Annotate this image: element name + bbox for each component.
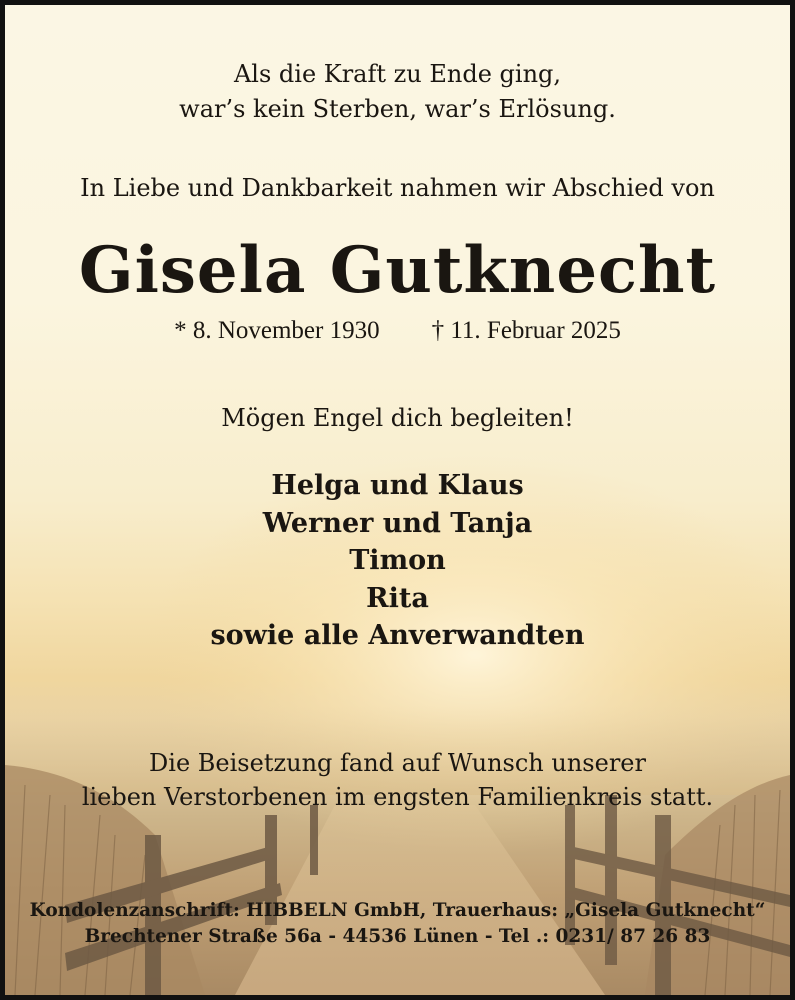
mourner-name: Helga und Klaus xyxy=(271,470,524,501)
farewell-intro: In Liebe und Dankbarkeit nahmen wir Abschied von xyxy=(80,174,715,202)
mourner-name: sowie alle Anverwandten xyxy=(210,620,585,651)
deceased-name: Gisela Gutknecht xyxy=(78,233,717,308)
funeral-note-line: Die Beisetzung fand auf Wunsch unserer xyxy=(149,749,646,777)
mourners-list xyxy=(5,467,790,655)
mourner-name: Werner und Tanja xyxy=(262,507,533,539)
opening-verse xyxy=(5,57,790,127)
funeral-note xyxy=(5,746,790,814)
blessing: Mögen Engel dich begleiten! xyxy=(221,404,574,432)
condolence-address-line: Brechtener Straße 56a - 44536 Lünen - Tel .: 0231/ 87 26 83 xyxy=(84,926,711,947)
birth-date: * 8. November 1930 xyxy=(174,317,380,344)
life-dates xyxy=(5,314,790,348)
mourner-name: Rita xyxy=(366,582,429,614)
condolence-address-line: Kondolenzanschrift: HIBBELN GmbH, Trauerhaus: „Gisela Gutknecht“ xyxy=(29,900,766,921)
mourner-name: Timon xyxy=(349,545,446,576)
verse-line: war’s kein Sterben, war’s Erlösung. xyxy=(179,95,616,123)
verse-line: Als die Kraft zu Ende ging, xyxy=(233,60,562,88)
death-date: † 11. Februar 2025 xyxy=(431,317,621,344)
condolence-address xyxy=(5,898,790,950)
funeral-note-line: lieben Verstorbenen im engsten Familienkreis statt. xyxy=(81,783,714,811)
